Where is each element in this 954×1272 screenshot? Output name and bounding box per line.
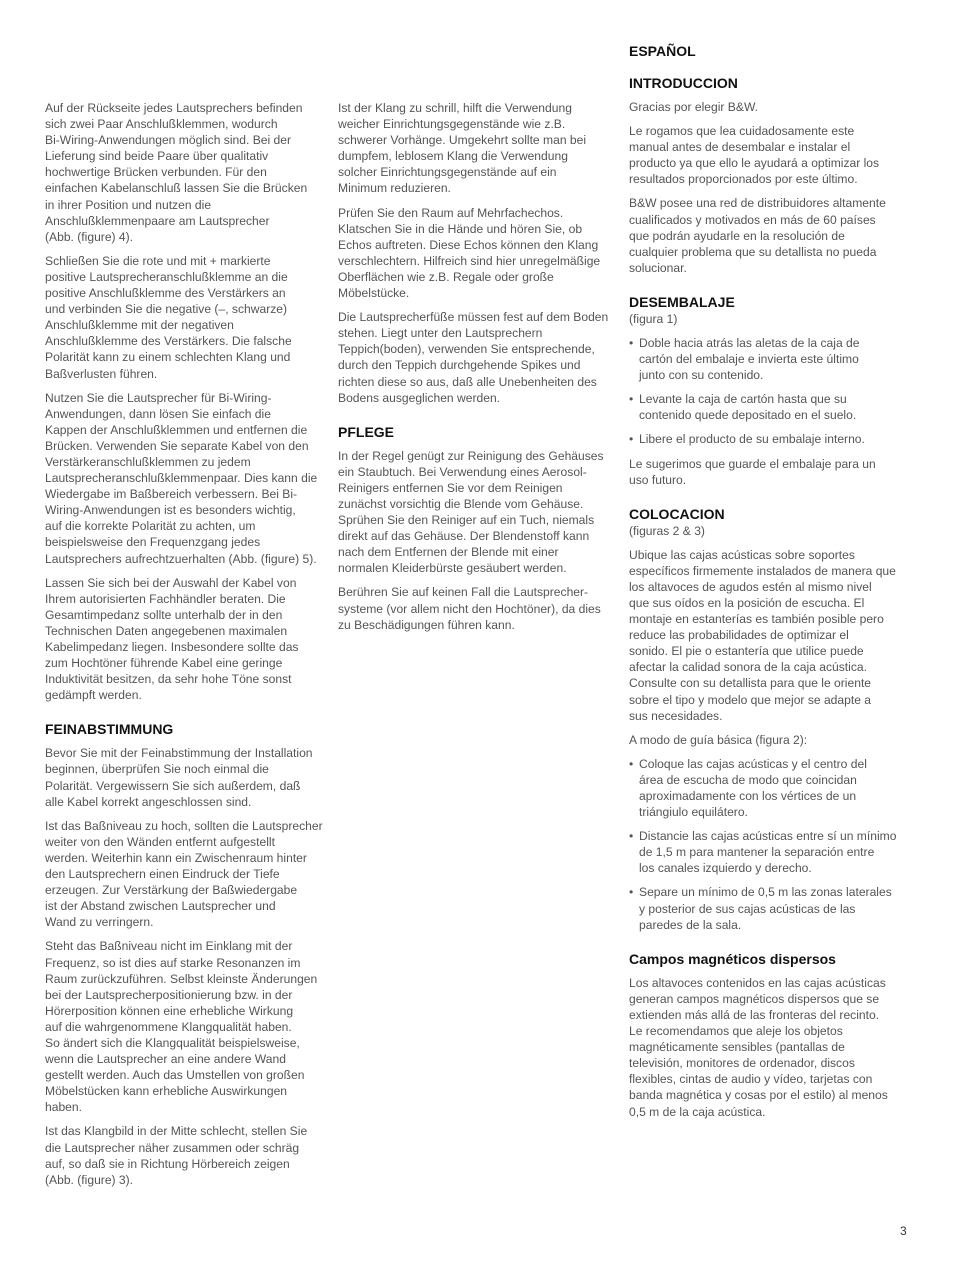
heading-campos-magneticos: Campos magnéticos dispersos xyxy=(629,950,836,967)
list-item: • Doble hacia atrás las aletas de la caja de cartón del embalaje e invierta este último junto con su contenido. xyxy=(629,335,911,383)
list-item: • Coloque las cajas acústicas y el centro del área de escucha de modo que coincidan aproximadamente con los vértices de un triángiulo equilátero. xyxy=(629,756,911,820)
paragraph-intro-network: B&W posee una red de distribuidores altamente cualificados y motivados en más de 60 países que podrán ayudarle en la resolución de cualquier problema que su detallista no pueda solucionar. xyxy=(629,196,886,275)
heading-espanol: ESPAÑOL xyxy=(629,43,696,59)
paragraph-fine-tuning-check: Bevor Sie mit der Feinabstimmung der Installation beginnen, überprüfen Sie noch einmal die Polarität. Vergewissern Sie sich außerdem, daß alle Kabel korrekt angeschlossen sind. xyxy=(45,746,313,809)
paragraph-cleaning: In der Regel genügt zur Reinigung des Gehäuses ein Staubtuch. Bei Verwendung eines Aerosol- Reinigers entfernen Sie vor dem Reinigen zunächst vorsichtig die Blende vom Gehäuse. Sprühen Sie den Reiniger auf ein Tuch, niemals direkt auf das Gehäuse. Der Blendenstoff kann nach dem Entfernen der Blende mit einer normalen Kleiderbürste gesäubert werden. xyxy=(338,448,604,576)
paragraph-room-resonance: Steht das Baßniveau nicht im Einklang mit der Frequenz, so ist dies auf starke Resonanzen im Raum zurückzuführen. Selbst kleinste Änderungen bei der Lautsprecherpositionierung bzw. in der Hörerposition können eine erhebliche Wirkung auf die wahrgenommene Klangqualität haben. So ändert sich die Klangqualität beispielsweise, wenn die Lautsprecher an eine andere Wand gestellt werden. Auch das Umstellen von großen Möbelstücken kann erhebliche Auswirkungen haben. xyxy=(45,939,318,1115)
page-number: 3 xyxy=(900,1224,907,1238)
unpack-steps-list xyxy=(629,335,911,448)
german-column-left xyxy=(45,100,325,1196)
paragraph-keep-packaging: Le sugerimos que guarde el embalaje para un uso futuro. xyxy=(629,456,876,487)
paragraph-speaker-feet: Die Lautsprecherfüße müssen fest auf dem Boden stehen. Liegt unter den Lautsprechern Teppich(boden), verwenden Sie entsprechende, durch den Teppich durchgehende Spikes und richten diese so aus, daß alle Unebenheiten des Bodens ausgeglichen werden. xyxy=(338,310,609,405)
heading-feinabstimmung: FEINABSTIMMUNG xyxy=(45,721,174,738)
paragraph-do-not-touch: Berühren Sie auf keinen Fall die Lautsprecher- systeme (vor allem nicht den Hochtöner), da dies zu Beschädigungen führen kann. xyxy=(338,585,601,632)
paragraph-echo-check: Prüfen Sie den Raum auf Mehrfachechos. Klatschen Sie in die Hände und hören Sie, ob Echos auftreten. Diese Echos können den Klang verschlechtern. Hilfreich sind hier unregelmäßige Oberflächen wie z.B. Regale oder große Möbelstücke. xyxy=(338,205,601,301)
list-item: • Libere el producto de su embalaje interno. xyxy=(629,431,911,447)
paragraph-bi-wiring-use: Nutzen Sie die Lautsprecher für Bi-Wiring- Anwendungen, dann lösen Sie einfach die Kappen der Anschlußklemmen und entfernen die Brücken. Verwenden Sie separate Kabel von den Verstärkeranschlußklemmen zu jedem Lautsprecheranschlußklemmenpaar. Dies kann die Wiedergabe im Baßbereich verbessern. Bei Bi- Wiring-Anwendungen ist es besonders wichtig, auf die korrekte Polarität zu achten, um beispielsweise den Frequenzgang jedes Lautsprechers aufrechtzuerhalten (Abb. (figure) 5). xyxy=(45,390,318,566)
paragraph-shrill-sound: Ist der Klang zu schrill, hilft die Verwendung weicher Einrichtungsgegenstände wie z.B. schwerer Vorhänge. Umgekehrt sollte man bei dumpfem, leblosem Klang die Verwendung solcher Einrichtungsgegenstände auf ein Minimum reduzieren. xyxy=(338,101,587,196)
paragraph-bi-wiring-terminals: Auf der Rückseite jedes Lautsprechers befinden sich zwei Paar Anschlußklemmen, wodurch Bi-Wiring-Anwendungen möglich sind. Bei der Lieferung sind beide Paare über qualitativ hochwertige Brücken verbunden. Für den einfachen Kabelanschluß lassen Sie die Brücken in ihrer Position und nutzen die Anschlußklemmenpaare am Lautsprecher (Abb. (figure) 4). xyxy=(45,101,308,244)
paragraph-polarity: Schließen Sie die rote und mit + markierte positive Lautsprecheranschlußklemme an die positive Anschlußklemme des Verstärkers an und verbinden Sie die negative (–, schwarze) Anschlußklemme mit der negativen Anschlußklemme des Verstärkers. Die falsche Polarität kann zu einem schlechten Klang und Baßverlusten führen. xyxy=(45,253,292,381)
list-item: • Levante la caja de cartón hasta que su contenido quede depositado en el suelo. xyxy=(629,391,911,423)
german-column-middle xyxy=(338,100,618,641)
figure-reference-placement: (figuras 2 & 3) xyxy=(629,523,705,538)
spanish-column xyxy=(629,42,911,1128)
paragraph-magnetic-fields: Los altavoces contenidos en las cajas acústicas generan campos magnéticos dispersos que se extienden más allá de las fronteras del recinto. Le recomendamos que aleje los objetos magnéticamente sensibles (pantallas de televisión, monitores de ordenador, discos flexibles, cintas de audio y vídeo, tarjetas con banda magnética y cosas por el estilo) al menos 0,5 m de la caja acústica. xyxy=(629,975,888,1119)
heading-desembalaje: DESEMBALAJE xyxy=(629,293,735,310)
paragraph-center-image: Ist das Klangbild in der Mitte schlecht, stellen Sie die Lautsprecher näher zusammen oder schräg auf, so daß sie in Richtung Hörbereich zeigen (Abb. (figure) 3). xyxy=(45,1124,308,1187)
placement-steps-list xyxy=(629,756,911,933)
paragraph-bass-too-high: Ist das Baßniveau zu hoch, sollten die Lautsprecher weiter von den Wänden entfernt aufgestellt werden. Weiterhin kann ein Zwischenraum hinter den Lautsprechern einen Eindruck der Tiefe erzeugen. Zur Verstärkung der Baßwiedergabe ist der Abstand zwischen Lautsprecher und Wand zu verringern. xyxy=(45,818,323,930)
heading-colocacion: COLOCACION xyxy=(629,505,725,522)
heading-pflege: PFLEGE xyxy=(338,423,395,440)
paragraph-cable-selection: Lassen Sie sich bei der Auswahl der Kabel von Ihrem autorisierten Fachhändler beraten. Die Gesamtimpedanz sollte unterhalb der in den Technischen Daten angegebenen maximalen Kabelimpedanz liegen. Insbesondere sollte das zum Hochtöner führende Kabel eine geringe Induktivität besitzen, da sehr hohe Töne sonst gedämpft werden. xyxy=(45,575,299,703)
figure-reference-unpack: (figura 1) xyxy=(629,311,678,326)
paragraph-intro-thanks: Gracias por elegir B&W. xyxy=(629,100,759,114)
paragraph-intro-manual: Le rogamos que lea cuidadosamente este manual antes de desembalar e instalar el producto ya que ello le ayudará a optimizar los resultados proporcionados por este último. xyxy=(629,124,880,187)
paragraph-placement-stands: Ubique las cajas acústicas sobre soportes específicos firmemente instalados de manera que los altavoces de agudos estén al mismo nivel que sus oídos en la posición de escucha. El montaje en estanterías es también posible pero reduce las probabilidades de optimizar el sonido. El pie o estantería que utilice puede afectar la calidad sonora de la caja acústica. Consulte con su detallista para que le oriente sobre el tipo y modelo que mejor se adapte a sus necesidades. xyxy=(629,547,896,723)
paragraph-placement-guide: A modo de guía básica (figura 2): xyxy=(629,732,808,747)
list-item: • Distancie las cajas acústicas entre sí un mínimo de 1,5 m para mantener la separación entre los canales izquierdo y derecho. xyxy=(629,828,911,876)
heading-introduccion: INTRODUCCION xyxy=(629,75,738,91)
list-item: • Separe un mínimo de 0,5 m las zonas laterales y posterior de sus cajas acústicas de las paredes de la sala. xyxy=(629,884,911,932)
